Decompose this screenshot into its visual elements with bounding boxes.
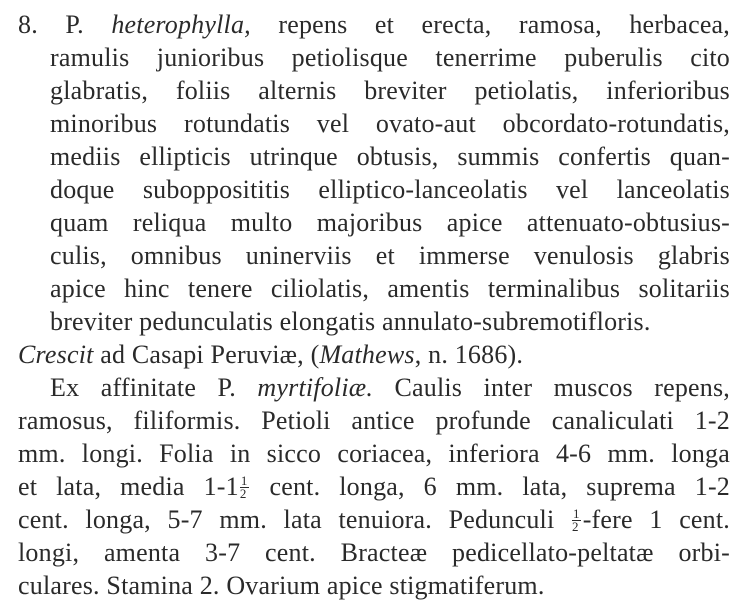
notes-line-5-a: cent. longa, 5-7 mm. lata tenuiora. Pedunculi: [18, 505, 571, 534]
notes-affinity: Ex affinitate P.: [50, 373, 236, 402]
entry-line-3: glabratis, foliis alternis breviter petiolatis, inferioribus: [50, 76, 730, 105]
collector-number: , n. 1686).: [414, 340, 524, 369]
notes-line-3: mm. longi. Folia in sicco coriacea, inferiora 4-6 mm. longa: [18, 439, 730, 468]
notes-line-6: longi, amenta 3-7 cent. Bracteæ pedicellato-peltatæ orbi-: [18, 538, 730, 567]
crescit-label: Crescit: [18, 340, 94, 369]
notes-line-4-b: cent. longa, 6 mm. lata, suprema 1-2: [250, 472, 730, 501]
fraction-half-2: $\frac{1}{2}$: [572, 505, 580, 534]
notes-line-4: [18, 472, 730, 502]
notes-line-1-rest: Caulis inter muscos repens,: [394, 373, 731, 402]
collector-name: Mathews: [319, 340, 415, 369]
notes-line-4-a: et lata, media 1-1: [18, 472, 239, 501]
genus-abbrev: P.: [65, 10, 84, 39]
entry-line-1-text: repens et erecta, ramosa, herbacea,: [278, 10, 730, 39]
habitat-text: ad Casapi Peruviæ, (: [93, 340, 320, 369]
notes-line-7: culares. Stamina 2. Ovarium apice stigmatiferum.: [18, 571, 545, 600]
entry-line-7: quam reliqua multo majoribus apice attenuato-obtusius-: [50, 208, 730, 237]
notes-line-1: [50, 373, 730, 403]
entry-line-1: [18, 10, 730, 40]
notes-line-5-b: -fere 1 cent.: [582, 505, 730, 534]
notes-line-5: [18, 505, 730, 535]
entry-line-5: mediis ellipticis utrinque obtusis, summis confertis quan-: [50, 142, 730, 171]
habitat-line: [18, 340, 523, 370]
notes-line-2: ramosus, filiformis. Petioli antice profunde canaliculati 1-2: [18, 406, 730, 435]
entry-line-9: apice hinc tenere ciliolatis, amentis terminalibus solitariis: [50, 274, 730, 303]
affinity-species: myrtifoliæ.: [257, 373, 374, 402]
entry-number: 8.: [18, 10, 38, 39]
entry-line-4: minoribus rotundatis vel ovato-aut obcordato-rotundatis,: [50, 109, 730, 138]
entry-line-10: breviter pedunculatis elongatis annulato-subremotifloris.: [50, 307, 651, 336]
species-name: heterophylla,: [111, 10, 251, 39]
entry-line-8: culis, omnibus uninerviis et immerse venulosis glabris: [50, 241, 730, 270]
entry-line-6: doque subopposititis elliptico-lanceolatis vel lanceolatis: [50, 175, 730, 204]
entry-line-2: ramulis junioribus petiolisque tenerrime puberulis cito: [50, 43, 730, 72]
fraction-half: $\frac{1}{2}$: [239, 472, 248, 501]
